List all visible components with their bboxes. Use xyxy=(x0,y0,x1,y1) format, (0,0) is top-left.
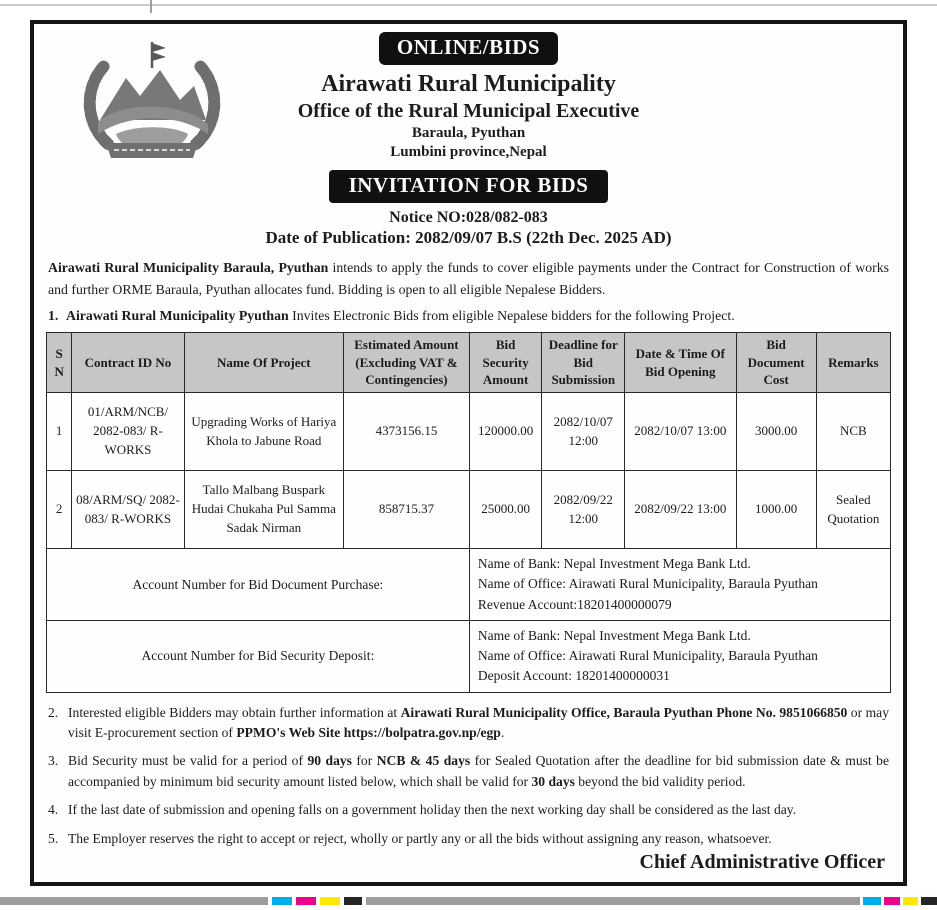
row2-contract-id: 08/ARM/SQ/ 2082-083/ R-WORKS xyxy=(72,471,184,549)
notice-number: Notice NO:028/082-083 xyxy=(389,209,548,226)
item-2-bold-website: PPMO's Web Site https://bolpatra.gov.np/egp xyxy=(236,725,501,741)
yellow-patch xyxy=(903,897,918,905)
row1-opening: 2082/10/07 13:00 xyxy=(625,393,736,471)
list-item-4 xyxy=(48,800,889,820)
row1-remarks: NCB xyxy=(816,393,890,471)
account-deposit-label: Account Number for Bid Security Deposit: xyxy=(47,620,470,692)
row2-remarks: Sealed Quotation xyxy=(816,471,890,549)
item-3-text: for Sealed Quotation after the deadline for bid submission date & must be accompanied by minimum bid security amount listed below, which shall be valid for xyxy=(68,753,889,789)
cyan-patch xyxy=(863,897,881,905)
table-header-row xyxy=(47,333,891,393)
list-item-3 xyxy=(48,751,889,792)
item-2-text: or may visit E-procurement section of xyxy=(68,704,889,741)
notice-document xyxy=(30,20,907,886)
header-remarks: Remarks xyxy=(816,333,890,393)
office-title: Office of the Rural Municipal Executive xyxy=(297,100,640,122)
item-3-text: beyond the bid validity period. xyxy=(574,773,746,789)
item-2-text: Interested eligible Bidders may obtain further information at xyxy=(68,704,401,720)
notes-list xyxy=(46,703,891,849)
header-contract-id: Contract ID No xyxy=(72,333,184,393)
address-line-2: Lumbini province,Nepal xyxy=(390,144,547,160)
header-project-name: Name Of Project xyxy=(184,333,344,393)
row1-doc-cost: 3000.00 xyxy=(736,393,816,471)
item-1-bold: Airawati Rural Municipality Pyuthan xyxy=(66,308,289,324)
document-header xyxy=(46,32,891,248)
header-estimated-amount: Estimated Amount (Excluding VAT & Contingencies) xyxy=(344,333,470,393)
item-4-number: 4. xyxy=(48,802,59,818)
row1-contract-id: 01/ARM/NCB/ 2082-083/ R-WORKS xyxy=(72,393,184,471)
deposit-account-number: Deposit Account: 18201400000031 xyxy=(477,668,670,684)
list-item-2 xyxy=(48,703,889,744)
item-2-bold-contact: Airawati Rural Municipality Office, Baraula Pyuthan Phone No. 9851066850 xyxy=(400,704,848,720)
header-deadline: Deadline for Bid Submission xyxy=(542,333,625,393)
bank-name: Name of Bank: Nepal Investment Mega Bank Ltd. xyxy=(477,556,751,572)
intro-paragraph xyxy=(46,257,891,301)
header-sn: S N xyxy=(47,333,72,393)
account-purchase-label: Account Number for Bid Document Purchase: xyxy=(47,549,470,621)
print-registration-strip xyxy=(0,897,937,905)
item-3-text: for xyxy=(351,753,377,769)
scan-top-line xyxy=(0,4,937,6)
invitation-label: INVITATION FOR BIDS xyxy=(329,170,609,203)
list-item-5 xyxy=(48,829,889,849)
magenta-patch xyxy=(884,897,900,905)
online-bids-label: ONLINE/BIDS xyxy=(379,32,558,65)
row2-doc-cost: 1000.00 xyxy=(736,471,816,549)
item-1-body xyxy=(66,308,735,324)
item-3-bold-ncb-45-days: NCB & 45 days xyxy=(376,753,471,769)
item-2-number: 2. xyxy=(48,704,59,720)
header-bid-security: Bid Security Amount xyxy=(469,333,542,393)
magenta-patch xyxy=(296,897,316,905)
black-patch xyxy=(344,897,362,905)
revenue-account-number: Revenue Account:18201400000079 xyxy=(477,596,672,612)
row2-bid-security: 25000.00 xyxy=(469,471,542,549)
signature-title: Chief Administrative Officer xyxy=(639,850,885,873)
scan-top-tick xyxy=(150,0,152,13)
header-doc-cost: Bid Document Cost xyxy=(736,333,816,393)
row2-project: Tallo Malbang Buspark Hudai Chukaha Pul Samma Sadak Nirman xyxy=(184,471,344,549)
item-3-bold-30-days: 30 days xyxy=(531,773,575,789)
row1-sn: 1 xyxy=(47,393,72,471)
account-purchase-info xyxy=(469,549,890,621)
row1-deadline: 2082/10/07 12:00 xyxy=(542,393,625,471)
intro-bold: Airawati Rural Municipality Baraula, Pyuthan xyxy=(48,260,329,275)
item-2-body xyxy=(68,703,889,744)
item-1-text: Invites Electronic Bids from eligible Nepalese bidders for the following Project. xyxy=(288,308,735,324)
item-5-text: The Employer reserves the right to accept or reject, wholly or partly any or all the bids without assigning any reason, whatsoever. xyxy=(68,830,772,846)
header-opening: Date & Time Of Bid Opening xyxy=(625,333,736,393)
item-2-text: . xyxy=(500,725,505,741)
item-3-body xyxy=(68,751,889,792)
municipality-title: Airawati Rural Municipality xyxy=(321,71,616,97)
row1-project: Upgrading Works of Hariya Khola to Jabune Road xyxy=(184,393,344,471)
item-1-number: 1. xyxy=(48,308,59,324)
item-4-text: If the last date of submission and opening falls on a government holiday then the next working day shall be considered as the last day. xyxy=(68,802,797,818)
row2-estimated-amount: 858715.37 xyxy=(344,471,470,549)
strip-gray-left xyxy=(0,897,268,905)
table-row xyxy=(47,471,891,549)
bank-name: Name of Bank: Nepal Investment Mega Bank Ltd. xyxy=(477,627,751,643)
row2-deadline: 2082/09/22 12:00 xyxy=(542,471,625,549)
row2-opening: 2082/09/22 13:00 xyxy=(625,471,736,549)
account-deposit-info xyxy=(469,620,890,692)
office-name: Name of Office: Airawati Rural Municipality, Baraula Pyuthan xyxy=(477,648,818,664)
list-item-1 xyxy=(46,308,891,324)
intro-text: intends to apply the funds to cover eligible payments under the Contract for Construction of works and further ORME Baraula, Pyuthan allocates fund. Bidding is open to all eligible Nepalese Bidders. xyxy=(48,260,889,298)
item-3-bold-90-days: 90 days xyxy=(307,753,352,769)
invitation-banner xyxy=(46,161,891,203)
nepal-emblem-logo-icon xyxy=(76,40,228,164)
account-deposit-row xyxy=(47,620,891,692)
row1-bid-security: 120000.00 xyxy=(469,393,542,471)
item-3-number: 3. xyxy=(48,753,59,769)
table-row xyxy=(47,393,891,471)
row1-estimated-amount: 4373156.15 xyxy=(344,393,470,471)
bids-table xyxy=(46,332,891,693)
strip-gray-right xyxy=(366,897,860,905)
office-name: Name of Office: Airawati Rural Municipality, Baraula Pyuthan xyxy=(477,576,818,592)
nepal-emblem-graphic xyxy=(76,40,228,164)
cyan-patch xyxy=(272,897,292,905)
account-purchase-row xyxy=(47,549,891,621)
black-patch xyxy=(921,897,937,905)
publication-date: Date of Publication: 2082/09/07 B.S (22th Dec. 2025 AD) xyxy=(265,228,672,247)
row2-sn: 2 xyxy=(47,471,72,549)
item-5-number: 5. xyxy=(48,830,59,846)
address-line-1: Baraula, Pyuthan xyxy=(411,125,526,141)
item-3-text: Bid Security must be valid for a period of xyxy=(68,753,308,769)
yellow-patch xyxy=(320,897,340,905)
